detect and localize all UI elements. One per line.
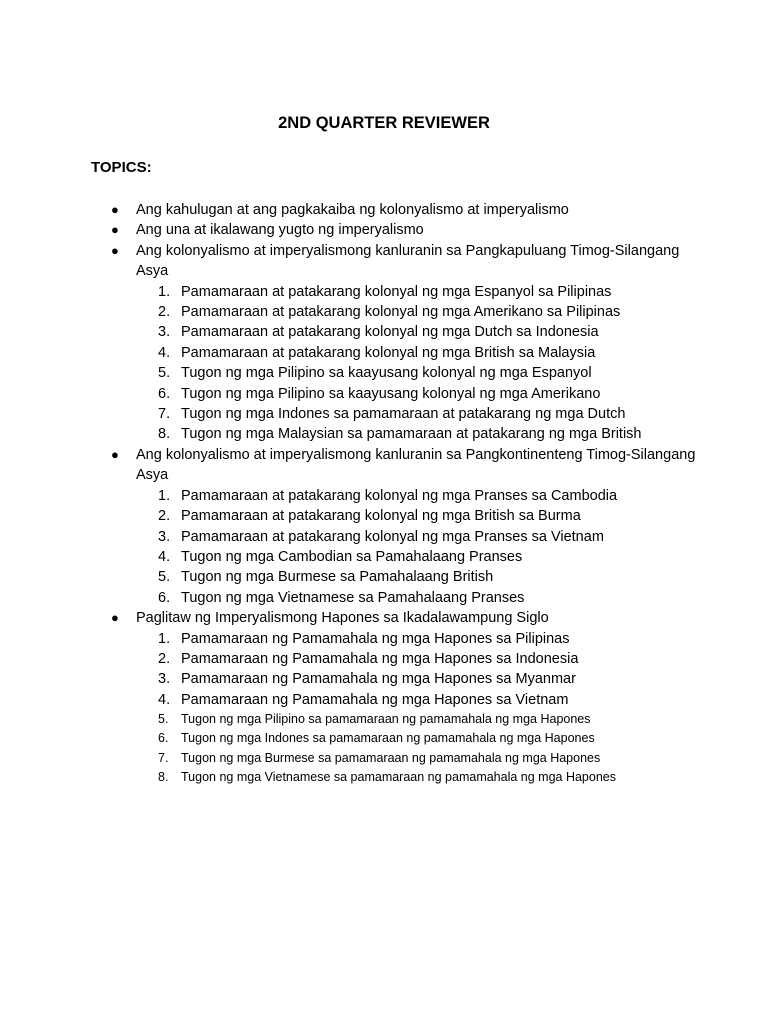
subtopic-item — [136, 669, 768, 689]
subtopic-number: 4. — [158, 691, 171, 708]
topic-text: Ang kahulugan at ang pagkakaiba ng kolonyalismo at imperyalismo — [136, 202, 569, 218]
subtopic-number: 5. — [158, 712, 169, 727]
subtopic-text: Tugon ng mga Burmese sa Pamahalaang British — [181, 569, 494, 586]
subtopic-text: Tugon ng mga Vietnamese sa pamamaraan ng pamamahala ng mga Hapones — [181, 769, 616, 784]
subtopic-text: Tugon ng mga Pilipino sa pamamaraan ng pamamahala ng mga Hapones — [181, 712, 591, 727]
subtopic-text: Pamamaraan at patakarang kolonyal ng mga Pranses sa Cambodia — [181, 487, 618, 504]
topic-item — [0, 220, 768, 240]
subtopic-list — [136, 282, 768, 445]
subtopic-item — [136, 302, 768, 322]
bullet-icon: ● — [111, 610, 119, 626]
subtopic-text: Pamamaraan ng Pamamahala ng mga Hapones sa Pilipinas — [181, 630, 570, 647]
bullet-icon: ● — [111, 446, 119, 462]
subtopic-text: Pamamaraan at patakarang kolonyal ng mga Espanyol sa Pilipinas — [181, 283, 612, 300]
subtopic-number: 7. — [158, 750, 169, 765]
topic-text: Ang kolonyalismo at imperyalismong kanluranin sa Pangkontinenteng Timog-Silangang Asya — [136, 446, 696, 484]
subtopic-item — [136, 588, 768, 608]
subtopic-number: 4. — [158, 548, 171, 565]
subtopic-text: Tugon ng mga Vietnamese sa Pamahalaang Pranses — [181, 589, 525, 606]
subtopic-number: 3. — [158, 324, 171, 341]
subtopic-number: 6. — [158, 385, 171, 402]
subtopic-number: 6. — [158, 731, 169, 746]
subtopic-text: Pamamaraan ng Pamamahala ng mga Hapones sa Myanmar — [181, 671, 576, 688]
subtopic-text: Tugon ng mga Malaysian sa pamamaraan at patakarang ng mga British — [181, 426, 642, 443]
subtopic-item — [136, 506, 768, 526]
subtopic-item — [136, 363, 768, 383]
topics-list — [0, 200, 768, 787]
topic-text: Paglitaw ng Imperyalismong Hapones sa Ikadalawampung Siglo — [136, 610, 549, 627]
topic-item — [0, 445, 768, 608]
subtopic-number: 1. — [158, 283, 171, 300]
subtopic-item — [136, 567, 768, 587]
subtopic-number: 3. — [158, 671, 171, 688]
subtopic-item — [136, 768, 768, 787]
bullet-icon: ● — [111, 222, 119, 238]
subtopic-item — [136, 404, 768, 424]
subtopic-item — [136, 322, 768, 342]
subtopic-number: 2. — [158, 508, 171, 525]
subtopic-number: 5. — [158, 569, 171, 586]
subtopic-number: 4. — [158, 344, 171, 361]
bullet-icon: ● — [111, 202, 119, 217]
subtopic-text: Tugon ng mga Cambodian sa Pamahalaang Pranses — [181, 548, 523, 565]
bullet-icon: ● — [111, 242, 119, 258]
document-title: 2ND QUARTER REVIEWER — [278, 114, 490, 132]
subtopic-text: Pamamaraan ng Pamamahala ng mga Hapones sa Vietnam — [181, 691, 569, 708]
topics-heading: TOPICS: — [91, 159, 152, 176]
subtopic-item — [136, 384, 768, 404]
subtopic-text: Tugon ng mga Pilipino sa kaayusang kolonyal ng mga Espanyol — [181, 365, 592, 382]
subtopic-text: Pamamaraan at patakarang kolonyal ng mga Pranses sa Vietnam — [181, 528, 604, 545]
subtopic-number: 1. — [158, 487, 171, 504]
topic-text: Ang kolonyalismo at imperyalismong kanluranin sa Pangkapuluang Timog-Silangang Asya — [136, 242, 680, 280]
subtopic-item — [136, 749, 768, 768]
subtopic-number: 6. — [158, 589, 171, 606]
subtopic-item — [136, 282, 768, 302]
subtopic-text: Pamamaraan at patakarang kolonyal ng mga British sa Malaysia — [181, 344, 596, 361]
subtopic-text: Tugon ng mga Indones sa pamamaraan at patakarang ng mga Dutch — [181, 406, 626, 423]
subtopic-number: 8. — [158, 769, 169, 784]
topic-item — [0, 200, 768, 220]
subtopic-number: 5. — [158, 365, 171, 382]
subtopic-number: 2. — [158, 650, 171, 667]
subtopic-item — [136, 343, 768, 363]
subtopic-list — [136, 629, 768, 711]
subtopic-item — [136, 649, 768, 669]
subtopic-text: Pamamaraan ng Pamamahala ng mga Hapones sa Indonesia — [181, 650, 579, 667]
subtopic-number: 8. — [158, 426, 171, 443]
subtopic-text: Pamamaraan at patakarang kolonyal ng mga Amerikano sa Pilipinas — [181, 304, 621, 321]
topic-item — [0, 241, 768, 445]
subtopic-list-small — [136, 710, 768, 787]
subtopic-text: Pamamaraan at patakarang kolonyal ng mga British sa Burma — [181, 508, 581, 525]
topic-item — [0, 608, 768, 787]
subtopic-text: Tugon ng mga Burmese sa pamamaraan ng pamamahala ng mga Hapones — [181, 750, 601, 765]
topics-content — [0, 200, 768, 787]
subtopic-list — [136, 486, 768, 608]
topic-text: Ang una at ikalawang yugto ng imperyalismo — [136, 222, 424, 239]
subtopic-item — [136, 527, 768, 547]
subtopic-item — [136, 690, 768, 710]
subtopic-item — [136, 710, 768, 729]
subtopic-text: Tugon ng mga Indones sa pamamaraan ng pamamahala ng mga Hapones — [181, 731, 595, 746]
subtopic-item — [136, 729, 768, 748]
subtopic-text: Pamamaraan at patakarang kolonyal ng mga Dutch sa Indonesia — [181, 324, 599, 341]
subtopic-text: Tugon ng mga Pilipino sa kaayusang kolonyal ng mga Amerikano — [181, 385, 601, 402]
subtopic-number: 2. — [158, 304, 171, 321]
subtopic-item — [136, 629, 768, 649]
subtopic-item — [136, 547, 768, 567]
subtopic-number: 1. — [158, 630, 171, 647]
subtopic-number: 7. — [158, 406, 171, 423]
subtopic-number: 3. — [158, 528, 171, 545]
subtopic-item — [136, 424, 768, 444]
subtopic-item — [136, 486, 768, 506]
